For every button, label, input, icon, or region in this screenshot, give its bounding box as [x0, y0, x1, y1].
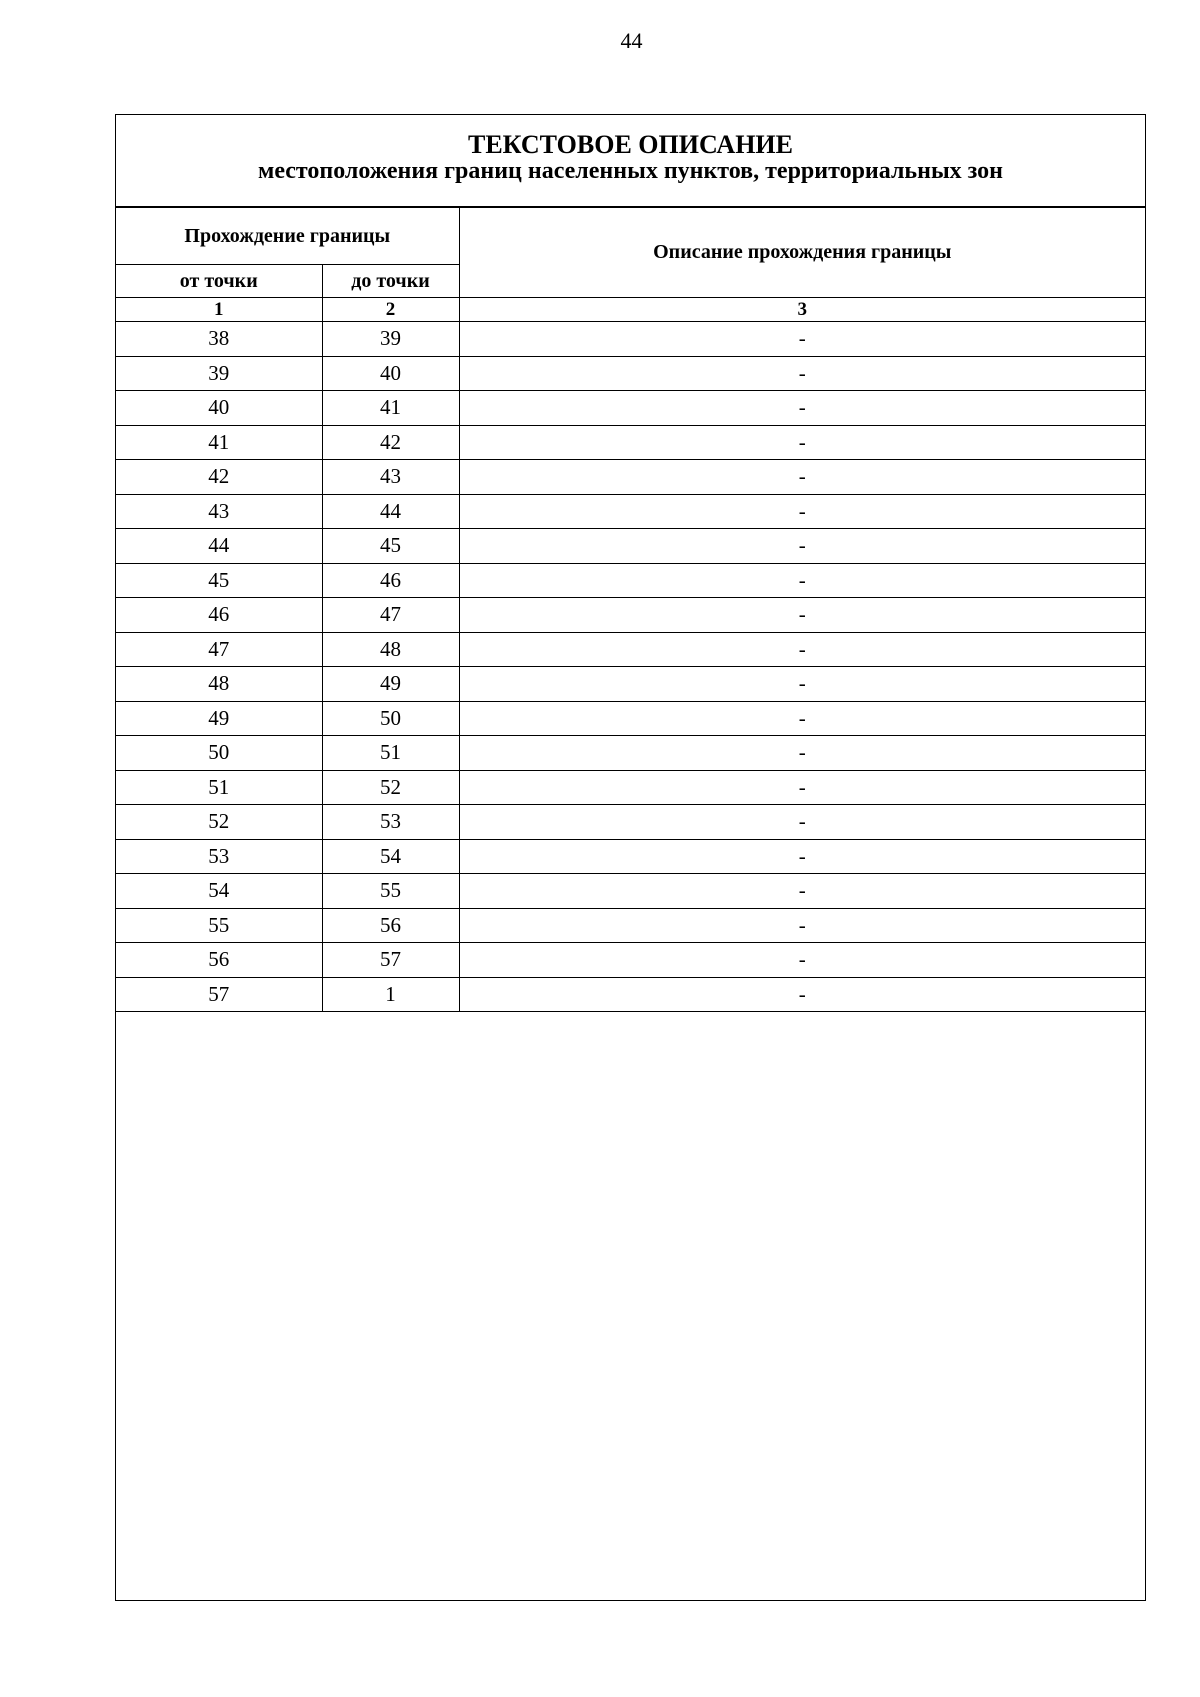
table-row [116, 977, 1145, 1012]
table-row [116, 598, 1145, 633]
description-cell: - [459, 839, 1145, 874]
table-row [116, 494, 1145, 529]
from-point-cell: 47 [116, 632, 322, 667]
document-subtitle: местоположения границ населенных пунктов, территориальных зон [257, 158, 1004, 184]
table-row [116, 908, 1145, 943]
to-point-cell: 41 [322, 391, 459, 426]
description-cell: - [459, 494, 1145, 529]
from-point-cell: 54 [116, 874, 322, 909]
description-cell: - [459, 460, 1145, 495]
table-row [116, 632, 1145, 667]
document-title: ТЕКСТОВОЕ ОПИСАНИЕ [467, 130, 793, 159]
to-point-cell: 57 [322, 943, 459, 978]
table-row [116, 356, 1145, 391]
table-row [116, 736, 1145, 771]
to-point-cell: 50 [322, 701, 459, 736]
table-row [116, 425, 1145, 460]
description-cell: - [459, 563, 1145, 598]
from-point-cell: 49 [116, 701, 322, 736]
from-point-cell: 57 [116, 977, 322, 1012]
column-number-3: 3 [459, 298, 1145, 322]
to-point-cell: 53 [322, 805, 459, 840]
to-point-cell: 45 [322, 529, 459, 564]
to-point-cell: 52 [322, 770, 459, 805]
description-cell: - [459, 943, 1145, 978]
description-cell: - [459, 977, 1145, 1012]
from-point-cell: 43 [116, 494, 322, 529]
description-cell: - [459, 598, 1145, 633]
table-row [116, 322, 1145, 357]
document-frame [115, 114, 1146, 1601]
description-cell: - [459, 356, 1145, 391]
from-point-cell: 45 [116, 563, 322, 598]
column-number-2: 2 [322, 298, 459, 322]
to-point-cell: 48 [322, 632, 459, 667]
table-row [116, 943, 1145, 978]
to-point-cell: 55 [322, 874, 459, 909]
to-point-cell: 51 [322, 736, 459, 771]
table-row [116, 391, 1145, 426]
description-cell: - [459, 529, 1145, 564]
table-row [116, 874, 1145, 909]
header-description: Описание прохождения границы [459, 208, 1145, 298]
to-point-cell: 49 [322, 667, 459, 702]
to-point-cell: 42 [322, 425, 459, 460]
table-row [116, 701, 1145, 736]
from-point-cell: 46 [116, 598, 322, 633]
description-cell: - [459, 322, 1145, 357]
from-point-cell: 38 [116, 322, 322, 357]
from-point-cell: 40 [116, 391, 322, 426]
table-row [116, 529, 1145, 564]
description-cell: - [459, 391, 1145, 426]
to-point-cell: 39 [322, 322, 459, 357]
description-cell: - [459, 701, 1145, 736]
page-number: 44 [620, 28, 643, 53]
from-point-cell: 51 [116, 770, 322, 805]
to-point-cell: 44 [322, 494, 459, 529]
table-row [116, 460, 1145, 495]
table-row [116, 839, 1145, 874]
description-cell: - [459, 736, 1145, 771]
table-row [116, 770, 1145, 805]
from-point-cell: 56 [116, 943, 322, 978]
to-point-cell: 43 [322, 460, 459, 495]
description-cell: - [459, 425, 1145, 460]
to-point-cell: 54 [322, 839, 459, 874]
from-point-cell: 42 [116, 460, 322, 495]
from-point-cell: 41 [116, 425, 322, 460]
from-point-cell: 53 [116, 839, 322, 874]
description-cell: - [459, 874, 1145, 909]
boundary-table [116, 207, 1145, 1012]
from-point-cell: 39 [116, 356, 322, 391]
description-cell: - [459, 805, 1145, 840]
to-point-cell: 47 [322, 598, 459, 633]
from-point-cell: 55 [116, 908, 322, 943]
column-number-1: 1 [116, 298, 322, 322]
description-cell: - [459, 908, 1145, 943]
header-boundary-passage: Прохождение границы [116, 208, 459, 265]
table-body [116, 322, 1145, 1012]
description-cell: - [459, 667, 1145, 702]
from-point-cell: 52 [116, 805, 322, 840]
to-point-cell: 56 [322, 908, 459, 943]
to-point-cell: 1 [322, 977, 459, 1012]
description-cell: - [459, 632, 1145, 667]
table-row [116, 805, 1145, 840]
to-point-cell: 46 [322, 563, 459, 598]
from-point-cell: 44 [116, 529, 322, 564]
table-row [116, 563, 1145, 598]
header-from-point: от точки [116, 265, 322, 298]
header-to-point: до точки [322, 265, 459, 298]
from-point-cell: 50 [116, 736, 322, 771]
table-row [116, 667, 1145, 702]
to-point-cell: 40 [322, 356, 459, 391]
from-point-cell: 48 [116, 667, 322, 702]
title-block [116, 115, 1145, 207]
description-cell: - [459, 770, 1145, 805]
